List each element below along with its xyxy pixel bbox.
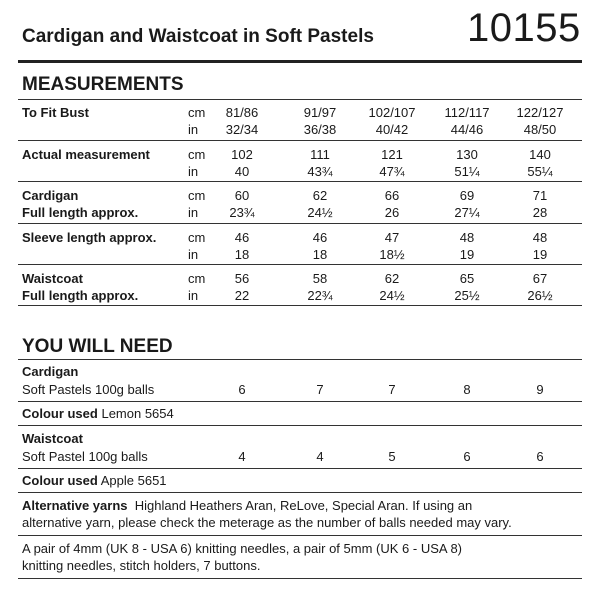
needles-line1: A pair of 4mm (UK 8 - USA 6) knitting needles, a pair of 5mm (UK 6 - USA 8) (22, 541, 463, 556)
cardigan-colour (22, 406, 174, 421)
value-cm: 48 (459, 230, 475, 245)
value-cm: 81/86 (225, 105, 259, 120)
divider (18, 223, 582, 224)
value-in: 25½ (454, 288, 480, 303)
measurements-heading: MEASUREMENTS (22, 74, 184, 95)
value-cm: 62 (312, 188, 328, 203)
ball-count: 8 (463, 382, 471, 397)
value-cm: 47 (384, 230, 400, 245)
ball-count: 7 (316, 382, 324, 397)
value-cm: 122/127 (516, 105, 564, 120)
value-cm: 140 (529, 147, 551, 162)
waistcoat-colour (22, 473, 167, 488)
waistcoat-title: Waistcoat (22, 431, 83, 446)
needles-line2: knitting needles, stitch holders, 7 buttons. (22, 558, 261, 573)
value-cm: 62 (384, 271, 400, 286)
value-in: 32/34 (225, 122, 259, 137)
value-in: 55¼ (527, 164, 553, 179)
value-in: 27¼ (454, 205, 480, 220)
value-in: 48/50 (523, 122, 557, 137)
measurement-label: Actual measurement (22, 147, 150, 162)
value-cm: 102/107 (368, 105, 416, 120)
value-cm: 67 (532, 271, 548, 286)
value-cm: 111 (310, 147, 330, 162)
measurement-label: Cardigan (22, 188, 79, 203)
value-in: 26½ (527, 288, 553, 303)
measurement-label: Sleeve length approx. (22, 230, 157, 245)
value-cm: 69 (459, 188, 475, 203)
you-will-need-heading: YOU WILL NEED (22, 336, 173, 357)
alternative-yarns-label: Alternative yarns (22, 498, 128, 513)
value-cm: 112/117 (444, 105, 490, 120)
divider (18, 305, 582, 306)
value-cm: 60 (234, 188, 250, 203)
divider (18, 578, 582, 579)
value-in: 18 (312, 247, 328, 262)
pattern-title: Cardigan and Waistcoat in Soft Pastels (22, 26, 374, 47)
ball-count: 4 (238, 449, 246, 464)
value-in: 43¾ (307, 164, 333, 179)
measurement-label: Full length approx. (22, 205, 139, 220)
value-in: 18 (234, 247, 250, 262)
unit-in: in (188, 288, 199, 303)
ball-count: 9 (536, 382, 544, 397)
value-in: 51¼ (454, 164, 480, 179)
divider (18, 140, 582, 141)
alternative-yarns-line1 (22, 498, 472, 513)
ball-count: 4 (316, 449, 324, 464)
cardigan-colour-value: Lemon 5654 (101, 406, 174, 421)
waistcoat-colour-label: Colour used (22, 473, 98, 488)
value-in: 40/42 (375, 122, 409, 137)
alternative-yarns-line2: alternative yarn, please check the meterage as the number of balls needed may vary. (22, 515, 512, 530)
divider (18, 359, 582, 360)
divider (18, 264, 582, 265)
value-in: 28 (532, 205, 548, 220)
value-cm: 121 (381, 147, 403, 162)
divider (18, 99, 582, 100)
value-cm: 65 (459, 271, 475, 286)
divider (18, 468, 582, 469)
value-in: 26 (384, 205, 400, 220)
value-in: 47¾ (379, 164, 405, 179)
unit-cm: cm (188, 230, 206, 245)
value-cm: 46 (312, 230, 328, 245)
value-in: 24½ (379, 288, 405, 303)
unit-in: in (188, 164, 199, 179)
value-cm: 46 (234, 230, 250, 245)
measurement-label: To Fit Bust (22, 105, 89, 120)
unit-in: in (188, 247, 199, 262)
divider (18, 492, 582, 493)
unit-in: in (188, 205, 199, 220)
cardigan-balls-label: Soft Pastels 100g balls (22, 382, 155, 397)
unit-in: in (188, 122, 199, 137)
divider (18, 425, 582, 426)
measurement-label: Waistcoat (22, 271, 83, 286)
value-in: 24½ (307, 205, 333, 220)
value-cm: 56 (234, 271, 250, 286)
value-in: 19 (459, 247, 475, 262)
top-divider (18, 60, 582, 63)
value-cm: 71 (532, 188, 548, 203)
value-in: 23¾ (229, 205, 255, 220)
unit-cm: cm (188, 188, 206, 203)
measurement-label: Full length approx. (22, 288, 139, 303)
divider (18, 181, 582, 182)
value-in: 22¾ (307, 288, 333, 303)
unit-cm: cm (188, 105, 206, 120)
value-in: 22 (234, 288, 250, 303)
value-in: 40 (234, 164, 250, 179)
ball-count: 6 (238, 382, 246, 397)
ball-count: 5 (388, 449, 396, 464)
value-cm: 102 (231, 147, 253, 162)
divider (18, 401, 582, 402)
unit-cm: cm (188, 147, 206, 162)
divider (18, 535, 582, 536)
value-cm: 91/97 (303, 105, 337, 120)
value-cm: 130 (456, 147, 478, 162)
value-cm: 48 (532, 230, 548, 245)
value-in: 19 (532, 247, 548, 262)
unit-cm: cm (188, 271, 206, 286)
alternative-yarns-text: Highland Heathers Aran, ReLove, Special Aran. If using an (134, 498, 473, 513)
ball-count: 7 (388, 382, 396, 397)
cardigan-title: Cardigan (22, 364, 79, 379)
ball-count: 6 (536, 449, 544, 464)
value-in: 18½ (379, 247, 405, 262)
cardigan-colour-label: Colour used (22, 406, 98, 421)
value-cm: 66 (384, 188, 400, 203)
value-cm: 58 (312, 271, 328, 286)
ball-count: 6 (463, 449, 471, 464)
pattern-number: 10155 (467, 6, 581, 50)
value-in: 44/46 (450, 122, 484, 137)
waistcoat-balls-label: Soft Pastel 100g balls (22, 449, 148, 464)
waistcoat-colour-value: Apple 5651 (100, 473, 167, 488)
value-in: 36/38 (303, 122, 337, 137)
